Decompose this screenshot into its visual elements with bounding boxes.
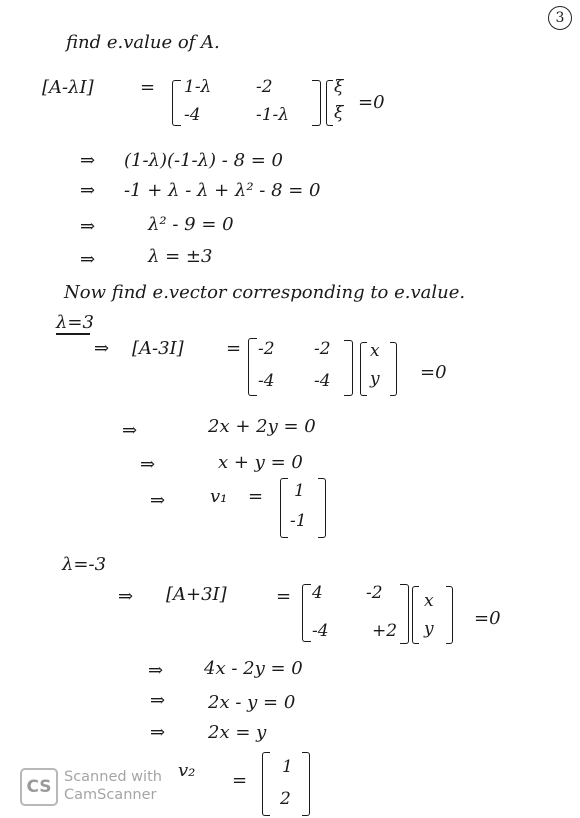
matrix-bracket-left: [248, 338, 257, 396]
case-label: λ=3: [56, 312, 94, 333]
eigenvector-name: v₂: [178, 760, 196, 781]
matrix-cell: -2: [314, 339, 331, 359]
step-arrow: ⇒: [80, 150, 96, 171]
vector-bracket-left: [280, 478, 288, 538]
rhs: =0: [420, 362, 447, 383]
equals: =: [276, 586, 292, 607]
watermark-line-2: CamScanner: [64, 787, 157, 803]
matrix-cell: -4: [312, 621, 329, 641]
vector-cell: y: [370, 369, 380, 389]
step-arrow: ⇒: [150, 490, 166, 511]
rhs: =0: [474, 608, 501, 629]
step-arrow: ⇒: [150, 722, 166, 743]
matrix-bracket-right: [344, 340, 353, 396]
matrix-cell: -4: [184, 105, 201, 125]
vector-cell: 2: [280, 789, 291, 809]
step-expression: λ² - 9 = 0: [148, 214, 234, 235]
vector-bracket-right: [318, 478, 326, 538]
matrix-bracket-right: [312, 80, 321, 126]
case-label: λ=-3: [62, 554, 107, 575]
step-arrow: ⇒: [80, 216, 96, 237]
step-arrow: ⇒: [122, 420, 138, 441]
heading-find-evalue: find e.value of A.: [66, 32, 220, 53]
equals: =: [232, 770, 248, 791]
matrix-cell: -4: [314, 371, 331, 391]
vector-cell: 1: [282, 757, 293, 777]
step-arrow: ⇒: [118, 586, 134, 607]
step-expression: (1-λ)(-1-λ) - 8 = 0: [124, 150, 284, 171]
matrix-cell: 1-λ: [184, 77, 212, 97]
step-expression: 2x = y: [208, 722, 267, 743]
underline: [56, 333, 90, 335]
matrix-cell: -2: [366, 583, 383, 603]
step-arrow: ⇒: [80, 249, 96, 270]
matrix-cell: 4: [312, 583, 323, 603]
vector-cell: y: [424, 619, 434, 639]
vector-cell: ξ: [334, 103, 344, 123]
heading-find-evector: Now find e.vector corresponding to e.value.: [64, 282, 466, 303]
char-eq-rhs: =0: [358, 92, 385, 113]
step-arrow: ⇒: [150, 690, 166, 711]
step-expression: 4x - 2y = 0: [204, 658, 303, 679]
vector-bracket-left: [412, 586, 419, 644]
step-expression: 2x + 2y = 0: [208, 416, 316, 437]
step-expression: -1 + λ - λ + λ² - 8 = 0: [124, 180, 321, 201]
matrix-cell: -1-λ: [256, 105, 290, 125]
matrix-cell: +2: [372, 621, 398, 641]
watermark-line-1: Scanned with: [64, 769, 162, 785]
equals: =: [226, 338, 242, 359]
step-expression: 2x - y = 0: [208, 692, 296, 713]
eigenvector-name: v₁: [210, 486, 228, 507]
equals: =: [248, 486, 264, 507]
vector-bracket-left: [262, 752, 270, 816]
step-arrow: ⇒: [80, 180, 96, 201]
matrix-bracket-left: [302, 584, 311, 642]
matrix-cell: -2: [256, 77, 273, 97]
char-eq-lhs: [A-λI]: [42, 77, 94, 98]
vector-cell: ξ: [334, 77, 344, 97]
camscanner-logo-icon: CS: [20, 768, 58, 806]
vector-bracket-left: [326, 80, 333, 126]
matrix-lhs: [A+3I]: [166, 584, 227, 605]
vector-cell: 1: [294, 481, 305, 501]
step-arrow: ⇒: [94, 338, 110, 359]
page-number: 3: [548, 6, 572, 30]
matrix-lhs: [A-3I]: [132, 338, 184, 359]
vector-cell: x: [424, 591, 434, 611]
step-arrow: ⇒: [140, 454, 156, 475]
step-expression: x + y = 0: [218, 452, 303, 473]
step-arrow: ⇒: [148, 660, 164, 681]
matrix-cell: -2: [258, 339, 275, 359]
matrix-bracket-left: [172, 80, 181, 126]
char-eq-equals: =: [140, 77, 156, 98]
matrix-bracket-right: [400, 584, 409, 644]
vector-cell: -1: [290, 511, 307, 531]
step-expression: λ = ±3: [148, 246, 213, 267]
vector-bracket-right: [446, 586, 453, 644]
vector-bracket-left: [360, 342, 367, 396]
vector-cell: x: [370, 341, 380, 361]
matrix-cell: -4: [258, 371, 275, 391]
vector-bracket-right: [302, 752, 310, 816]
vector-bracket-right: [390, 342, 397, 396]
